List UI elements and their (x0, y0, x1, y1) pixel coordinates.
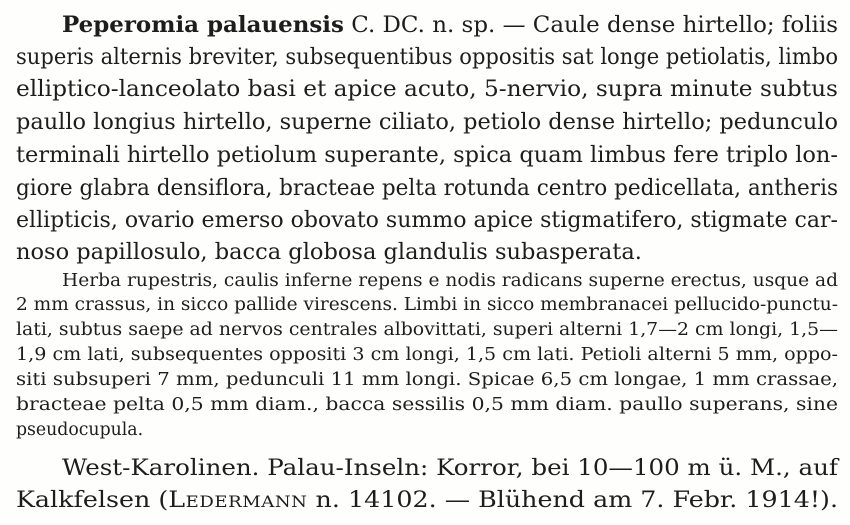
collector-name: Ledermann (168, 487, 308, 513)
notes-line-1: Herba rupestris, caulis inferne repens e nodis radicans superne erectus, usque ad (62, 271, 838, 291)
notes-line-4: 1,9 cm lati, subsequentes oppositi 3 cm longi, 1,5 cm lati. Petioli alterni 5 mm, oppo- (16, 345, 838, 365)
notes-line-6: bracteae pelta 0,5 mm diam., bacca sessilis 0,5 mm diam. paullo superans, sine (16, 395, 838, 415)
notes-line-7: pseudocupula. (16, 420, 144, 440)
description-line-5: terminali hirtello petiolum superante, spica quam limbus fere triplo lon- (16, 142, 838, 168)
description-line-1-rest: C. DC. n. sp. — Caule dense hirtello; foliis (343, 12, 839, 38)
notes-line-5: siti subsuperi 7 mm, pedunculi 11 mm longi. Spicae 6,5 cm longae, 1 mm crassae, (16, 370, 838, 390)
description-line-1 (62, 12, 838, 38)
description-line-7: ellipticis, ovario emerso obovato summo apice stigmatifero, stigmate car- (16, 207, 838, 233)
species-name: Peperomia palauensis (62, 12, 344, 38)
notes-line-3: lati, subtus saepe ad nervos centrales albovittati, superi alterni 1,7—2 cm longi, 1,5— (16, 320, 838, 340)
description-line-3: elliptico-lanceolato basi et apice acuto, 5-nervio, supra minute subtus (16, 76, 838, 102)
description-line-4: paullo longius hirtello, superne ciliato, petiolo dense hirtello; pedunculo (16, 109, 838, 135)
locality-line-2 (16, 487, 838, 513)
locality-line-2-pre: Kalkfelsen ( (16, 487, 169, 513)
description-line-8: noso papillosulo, bacca globosa glandulis subasperata. (16, 239, 642, 265)
locality-line-2-post: n. 14102. — Blühend am 7. Febr. 1914!). (307, 487, 838, 513)
notes-line-2: 2 mm crassus, in sicco pallide virescens. Limbi in sicco membranacei pellucido-punctu- (16, 295, 838, 315)
description-line-6: giore glabra densiflora, bracteae pelta rotunda centro pedicellata, antheris (16, 175, 838, 201)
description-line-2: superis alternis breviter, subsequentibus oppositis sat longe petiolatis, limbo (16, 44, 838, 70)
locality-line-1: West-Karolinen. Palau-Inseln: Korror, bei 10—100 m ü. M., auf (62, 455, 838, 481)
